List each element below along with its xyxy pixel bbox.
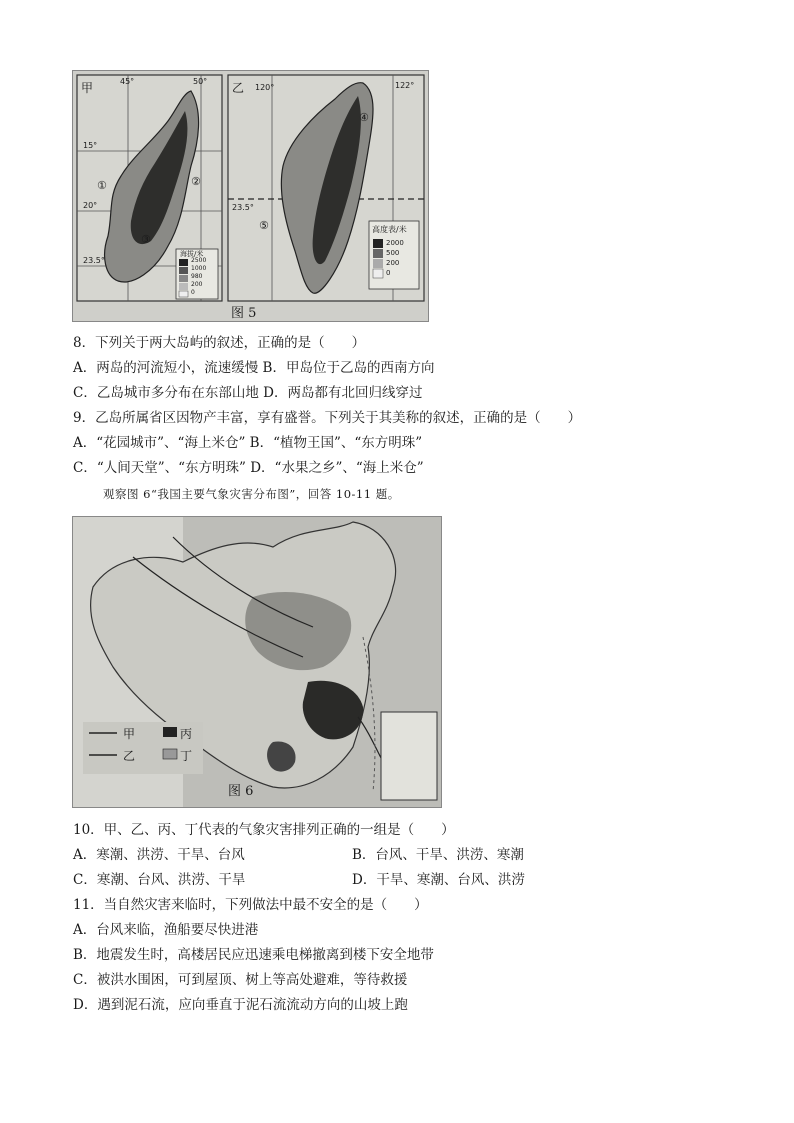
map-b-marker-2: ⑤ xyxy=(259,219,269,232)
map-b-lon-label-2: 122° xyxy=(395,81,415,90)
q10-option-d: D．干旱、寒潮、台风、洪涝 xyxy=(352,872,525,888)
map-a-legend-title: 海拔/米 xyxy=(180,250,204,258)
map-a-label: 甲 xyxy=(81,81,94,95)
map-a-lat-label-3: 23.5° xyxy=(83,256,105,265)
map-a-lat-label-1: 15° xyxy=(83,141,98,150)
q8-options-row-1: A．两岛的河流短小，流速缓慢 B．甲岛位于乙岛的西南方向 xyxy=(73,360,435,376)
map-b-marker-1: ④ xyxy=(359,111,369,124)
map-b-legend-value-3: 200 xyxy=(386,259,400,267)
legend-yi-label: 乙 xyxy=(123,749,136,763)
q11-option-c: C．被洪水围困，可到屋顶、树上等高处避难，等待救援 xyxy=(73,972,408,988)
q11-option-b: B．地震发生时，高楼居民应迅速乘电梯撤离到楼下安全地带 xyxy=(73,947,434,963)
map-a-legend-value-3: 980 xyxy=(191,273,203,280)
legend-bing-label: 丙 xyxy=(180,727,193,741)
q10-option-c: C．寒潮、台风、洪涝、干旱 xyxy=(73,872,246,888)
q9-options-row-2: C．“人间天堂”、“东方明珠” D．“水果之乡”、“海上米仓” xyxy=(73,460,424,476)
map-a-legend-value-1: 2500 xyxy=(191,257,207,264)
map-b-legend-value-1: 2000 xyxy=(386,239,404,247)
q10-stem: 10．甲、乙、丙、丁代表的气象灾害排列正确的一组是（ ） xyxy=(73,822,455,838)
q10-option-b: B．台风、干旱、洪涝、寒潮 xyxy=(352,847,524,863)
map-a-legend-value-4: 200 xyxy=(191,281,203,288)
south-sea-inset xyxy=(381,712,437,800)
map-b-lat-label-1: 23.5° xyxy=(232,203,254,212)
figure-5-caption: 图 5 xyxy=(231,306,257,321)
map-a-marker-2: ② xyxy=(191,175,201,188)
map-a-marker-3: ③ xyxy=(141,233,151,246)
map-a-legend-value-5: 0 xyxy=(191,289,195,296)
legend-jia-label: 甲 xyxy=(123,727,136,741)
q9-stem: 9．乙岛所属省区因物产丰富，享有盛誉。下列关于其美称的叙述，正确的是（ ） xyxy=(73,410,582,426)
legend-ding-label: 丁 xyxy=(180,749,193,763)
map-b-legend-value-2: 500 xyxy=(386,249,400,257)
map-a-legend-value-2: 1000 xyxy=(191,265,207,272)
q8-stem: 8．下列关于两大岛屿的叙述，正确的是（ ） xyxy=(73,335,366,351)
q9-options-row-1: A．“花园城市”、“海上米仓” B．“植物王国”、“东方明珠” xyxy=(73,435,423,451)
map-a-marker-1: ① xyxy=(97,179,107,192)
map-b-lon-label-1: 120° xyxy=(255,83,275,92)
q11-stem: 11．当自然灾害来临时，下列做法中最不安全的是（ ） xyxy=(73,897,428,913)
q8-options-row-2: C．乙岛城市多分布在东部山地 D．两岛都有北回归线穿过 xyxy=(73,385,423,401)
figure-5 xyxy=(72,70,429,322)
figure-6-instruction: 观察图 6“我国主要气象灾害分布图”，回答 10-11 题。 xyxy=(103,487,400,501)
figure-5-maps xyxy=(73,71,428,321)
figure-6-caption: 图 6 xyxy=(228,784,254,799)
map-b-label: 乙 xyxy=(232,81,245,95)
map-a-lat-label-2: 20° xyxy=(83,201,98,210)
q10-option-a: A．寒潮、洪涝、干旱、台风 xyxy=(73,847,245,863)
map-a-lon-label-1: 45° xyxy=(120,77,135,86)
map-b-legend-title: 高度表/米 xyxy=(372,225,407,234)
q11-option-a: A．台风来临，渔船要尽快进港 xyxy=(73,922,259,938)
q11-option-d: D．遇到泥石流，应向垂直于泥石流流动方向的山坡上跑 xyxy=(73,997,408,1013)
map-a-lon-label-2: 50° xyxy=(193,77,208,86)
map-b-legend-value-4: 0 xyxy=(386,269,391,277)
figure-6 xyxy=(72,516,442,808)
